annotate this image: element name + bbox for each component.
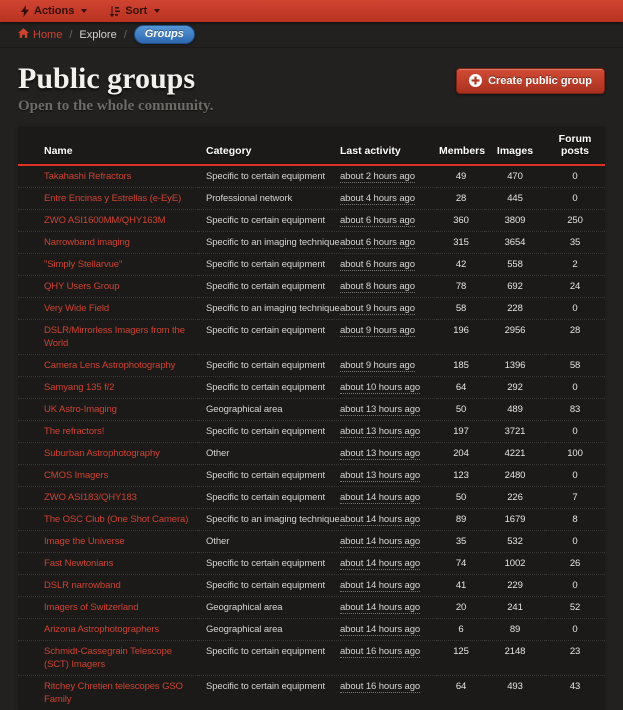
images-count: 3721: [485, 421, 545, 443]
group-name-link[interactable]: ZWO ASI183/QHY183: [44, 492, 137, 503]
column-header-last-activity: Last activity: [332, 127, 437, 165]
group-name-link[interactable]: DSLR/Mirrorless Imagers from the World: [44, 325, 185, 349]
last-activity-timestamp: about 14 hours ago: [340, 536, 420, 548]
members-count: 78: [437, 276, 485, 298]
page-title: Public groups: [18, 63, 213, 95]
house-icon: [18, 28, 29, 41]
forum-posts-count: 26: [545, 553, 605, 575]
forum-posts-count: 52: [545, 597, 605, 619]
group-name-link[interactable]: Image the Universe: [44, 536, 125, 547]
members-count: 74: [437, 553, 485, 575]
forum-posts-count: 100: [545, 443, 605, 465]
last-activity-timestamp: about 4 hours ago: [340, 193, 415, 205]
forum-posts-count: 0: [545, 298, 605, 320]
group-category: Professional network: [198, 188, 332, 210]
forum-posts-count: 0: [545, 619, 605, 641]
group-category: Specific to certain equipment: [198, 377, 332, 399]
group-category: Other: [198, 531, 332, 553]
group-category: Specific to certain equipment: [198, 553, 332, 575]
table-row: [18, 254, 605, 276]
table-row: [18, 676, 605, 710]
forum-posts-count: 83: [545, 399, 605, 421]
members-count: 42: [437, 254, 485, 276]
column-header-forum-posts: Forum posts: [545, 127, 605, 165]
images-count: 493: [485, 676, 545, 710]
breadcrumb-home-link[interactable]: [18, 28, 62, 41]
members-count: 35: [437, 531, 485, 553]
group-category: Specific to certain equipment: [198, 320, 332, 355]
images-count: 226: [485, 487, 545, 509]
group-category: Specific to certain equipment: [198, 276, 332, 298]
page-subtitle: Open to the whole community.: [18, 98, 213, 115]
breadcrumb-home-label: Home: [33, 29, 62, 41]
forum-posts-count: 28: [545, 320, 605, 355]
table-row: [18, 210, 605, 232]
group-name-link[interactable]: The OSC Club (One Shot Camera): [44, 514, 188, 525]
members-count: 360: [437, 210, 485, 232]
sort-menu[interactable]: [98, 0, 171, 22]
forum-posts-count: 250: [545, 210, 605, 232]
column-header-name: Name: [18, 127, 198, 165]
members-count: 58: [437, 298, 485, 320]
group-category: Other: [198, 443, 332, 465]
images-count: 228: [485, 298, 545, 320]
chevron-down-icon: [81, 9, 87, 13]
images-count: 1679: [485, 509, 545, 531]
forum-posts-count: 0: [545, 421, 605, 443]
group-category: Specific to certain equipment: [198, 575, 332, 597]
actions-menu-label: Actions: [34, 5, 74, 17]
bolt-icon: [21, 5, 29, 17]
images-count: 3809: [485, 210, 545, 232]
last-activity-timestamp: about 14 hours ago: [340, 558, 420, 570]
actions-menu[interactable]: [10, 0, 98, 22]
last-activity-timestamp: about 2 hours ago: [340, 171, 415, 183]
images-count: 89: [485, 619, 545, 641]
group-name-link[interactable]: Schmidt-Cassegrain Telescope (SCT) Imagers: [44, 646, 172, 670]
forum-posts-count: 0: [545, 377, 605, 399]
images-count: 470: [485, 165, 545, 188]
forum-posts-count: 35: [545, 232, 605, 254]
group-name-link[interactable]: QHY Users Group: [44, 281, 119, 292]
last-activity-timestamp: about 13 hours ago: [340, 448, 420, 460]
table-row: [18, 531, 605, 553]
last-activity-timestamp: about 9 hours ago: [340, 325, 415, 337]
forum-posts-count: 43: [545, 676, 605, 710]
table-row: [18, 165, 605, 188]
group-name-link[interactable]: The refractors!: [44, 426, 104, 437]
group-category: Specific to an imaging technique: [198, 298, 332, 320]
breadcrumb-separator: /: [69, 29, 72, 41]
members-count: 50: [437, 487, 485, 509]
members-count: 204: [437, 443, 485, 465]
page-heading-block: [18, 63, 213, 115]
members-count: 6: [437, 619, 485, 641]
group-name-link[interactable]: Fast Newtonians: [44, 558, 113, 569]
page-header: [0, 48, 623, 123]
table-row: [18, 232, 605, 254]
members-count: 64: [437, 377, 485, 399]
last-activity-timestamp: about 14 hours ago: [340, 492, 420, 504]
group-name-link[interactable]: Arizona Astrophotographers: [44, 624, 159, 635]
group-name-link[interactable]: Suburban Astrophotography: [44, 448, 160, 459]
table-row: [18, 575, 605, 597]
group-name-link[interactable]: Entre Encinas y Estrellas (e-EyE): [44, 193, 181, 204]
last-activity-timestamp: about 8 hours ago: [340, 281, 415, 293]
create-public-group-button[interactable]: [456, 68, 605, 94]
members-count: 315: [437, 232, 485, 254]
group-category: Specific to certain equipment: [198, 465, 332, 487]
group-category: Specific to certain equipment: [198, 641, 332, 676]
group-name-link[interactable]: Narrowband imaging: [44, 237, 130, 248]
last-activity-timestamp: about 14 hours ago: [340, 624, 420, 636]
forum-posts-count: 0: [545, 575, 605, 597]
images-count: 3654: [485, 232, 545, 254]
members-count: 196: [437, 320, 485, 355]
table-row: [18, 421, 605, 443]
members-count: 185: [437, 355, 485, 377]
group-category: Specific to an imaging technique: [198, 232, 332, 254]
breadcrumb-separator: /: [124, 29, 127, 41]
last-activity-timestamp: about 6 hours ago: [340, 215, 415, 227]
forum-posts-count: 8: [545, 509, 605, 531]
images-count: 2956: [485, 320, 545, 355]
members-count: 89: [437, 509, 485, 531]
members-count: 64: [437, 676, 485, 710]
group-name-link[interactable]: Takahashi Refractors: [44, 171, 131, 182]
table-row: [18, 597, 605, 619]
group-name-link[interactable]: ZWO ASI1600MM/QHY163M: [44, 215, 165, 226]
members-count: 197: [437, 421, 485, 443]
members-count: 123: [437, 465, 485, 487]
table-row: [18, 465, 605, 487]
breadcrumb-explore-link[interactable]: Explore: [79, 29, 116, 41]
members-count: 49: [437, 165, 485, 188]
table-row: [18, 619, 605, 641]
members-count: 20: [437, 597, 485, 619]
forum-posts-count: 7: [545, 487, 605, 509]
group-category: Specific to certain equipment: [198, 421, 332, 443]
forum-posts-count: 0: [545, 465, 605, 487]
group-name-link[interactable]: DSLR narrowband: [44, 580, 121, 591]
group-name-link[interactable]: UK Astro-Imaging: [44, 404, 117, 415]
forum-posts-count: 0: [545, 531, 605, 553]
group-category: Specific to certain equipment: [198, 165, 332, 188]
table-row: [18, 377, 605, 399]
breadcrumb-groups-badge[interactable]: Groups: [134, 25, 195, 44]
images-count: 1396: [485, 355, 545, 377]
members-count: 125: [437, 641, 485, 676]
table-row: [18, 443, 605, 465]
table-row: [18, 276, 605, 298]
last-activity-timestamp: about 14 hours ago: [340, 602, 420, 614]
forum-posts-count: 24: [545, 276, 605, 298]
group-name-link[interactable]: "Simply Stellarvue": [44, 259, 122, 270]
last-activity-timestamp: about 16 hours ago: [340, 646, 420, 658]
group-name-link[interactable]: Imagers of Switzerland: [44, 602, 138, 613]
group-category: Geographical area: [198, 619, 332, 641]
last-activity-timestamp: about 10 hours ago: [340, 382, 420, 394]
plus-circle-icon: [469, 74, 482, 87]
last-activity-timestamp: about 13 hours ago: [340, 426, 420, 438]
forum-posts-count: 0: [545, 165, 605, 188]
last-activity-timestamp: about 14 hours ago: [340, 580, 420, 592]
actions-navbar: [0, 0, 623, 22]
group-category: Geographical area: [198, 597, 332, 619]
last-activity-timestamp: about 13 hours ago: [340, 404, 420, 416]
breadcrumb: [0, 22, 623, 48]
group-category: Specific to certain equipment: [198, 254, 332, 276]
forum-posts-count: 58: [545, 355, 605, 377]
table-row: [18, 641, 605, 676]
group-name-link[interactable]: Ritchey Chretien telescopes GSO Family: [44, 681, 183, 705]
group-category: Specific to an imaging technique: [198, 509, 332, 531]
members-count: 41: [437, 575, 485, 597]
column-header-category: Category: [198, 127, 332, 165]
images-count: 532: [485, 531, 545, 553]
last-activity-timestamp: about 13 hours ago: [340, 470, 420, 482]
images-count: 4221: [485, 443, 545, 465]
column-header-members: Members: [437, 127, 485, 165]
group-category: Geographical area: [198, 399, 332, 421]
forum-posts-count: 0: [545, 188, 605, 210]
table-row: [18, 399, 605, 421]
groups-table: [18, 127, 605, 710]
forum-posts-count: 23: [545, 641, 605, 676]
members-count: 28: [437, 188, 485, 210]
table-row: [18, 320, 605, 355]
sort-menu-label: Sort: [125, 5, 147, 17]
images-count: 2480: [485, 465, 545, 487]
table-row: [18, 509, 605, 531]
table-row: [18, 553, 605, 575]
forum-posts-count: 2: [545, 254, 605, 276]
images-count: 241: [485, 597, 545, 619]
last-activity-timestamp: about 6 hours ago: [340, 259, 415, 271]
images-count: 292: [485, 377, 545, 399]
last-activity-timestamp: about 14 hours ago: [340, 514, 420, 526]
sort-amount-icon: [109, 6, 120, 17]
last-activity-timestamp: about 6 hours ago: [340, 237, 415, 249]
group-category: Specific to certain equipment: [198, 676, 332, 710]
group-category: Specific to certain equipment: [198, 355, 332, 377]
groups-table-panel: [18, 127, 605, 710]
group-name-link[interactable]: Samyang 135 f/2: [44, 382, 114, 393]
table-row: [18, 188, 605, 210]
table-row: [18, 355, 605, 377]
table-row: [18, 487, 605, 509]
images-count: 489: [485, 399, 545, 421]
members-count: 50: [437, 399, 485, 421]
chevron-down-icon: [154, 9, 160, 13]
images-count: 1002: [485, 553, 545, 575]
table-row: [18, 298, 605, 320]
group-category: Specific to certain equipment: [198, 487, 332, 509]
group-name-link[interactable]: Camera Lens Astrophotography: [44, 360, 175, 371]
last-activity-timestamp: about 16 hours ago: [340, 681, 420, 693]
create-public-group-label: Create public group: [488, 75, 592, 87]
group-category: Specific to certain equipment: [198, 210, 332, 232]
last-activity-timestamp: about 9 hours ago: [340, 303, 415, 315]
images-count: 445: [485, 188, 545, 210]
images-count: 229: [485, 575, 545, 597]
column-header-images: Images: [485, 127, 545, 165]
table-header-row: [18, 127, 605, 165]
images-count: 558: [485, 254, 545, 276]
images-count: 692: [485, 276, 545, 298]
last-activity-timestamp: about 9 hours ago: [340, 360, 415, 372]
group-name-link[interactable]: CMOS Imagers: [44, 470, 108, 481]
images-count: 2148: [485, 641, 545, 676]
group-name-link[interactable]: Very Wide Field: [44, 303, 109, 314]
